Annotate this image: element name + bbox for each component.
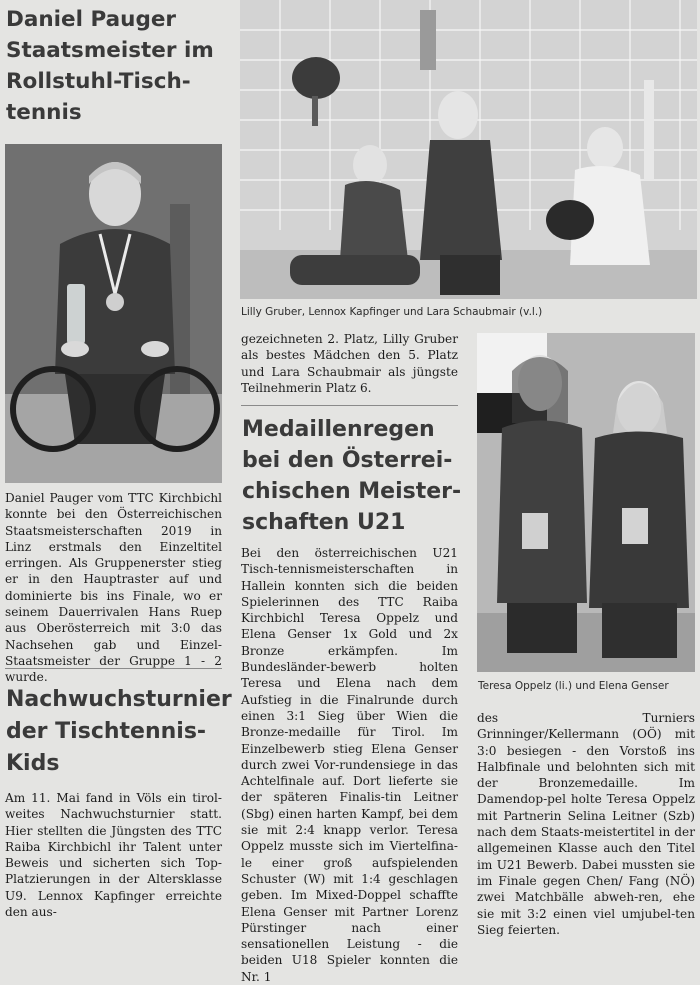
headline-line: Nachwuchsturnier — [6, 687, 232, 712]
headline-line: bei den Österrei- — [242, 448, 453, 473]
divider — [241, 405, 458, 406]
paragraph: Daniel Pauger vom TTC Kirchbichl konnte bei den Österreichischen Staatsmeisterschaften 2019 in Linz erstmals den Einzeltitel erringen. Als Gruppenerster stieg er in den Hauptraster auf und dominierte bis ins Finale, wo er seinem Dauerrivalen Hans Ruep aus Oberösterreich mit 3:0 das Nachsehen gab und Einzel-Staatsmeister der Gruppe 1 - 2 wurde. — [5, 491, 222, 685]
body-medaillen-mid — [241, 545, 458, 985]
body-medaillen-right — [477, 710, 695, 938]
headline-nachwuchsturnier — [6, 684, 232, 780]
headline-line: der Tischtennis- — [6, 719, 207, 744]
headline-line: schaften U21 — [242, 510, 406, 535]
photo-oppelz-genser — [477, 333, 695, 672]
photo-daniel-pauger — [5, 144, 222, 483]
paragraph: des Turniers Grinninger/Kellermann (OÖ) mit 3:0 besiegen - den Vorstoß ins Halbfinale und belohnten sich mit der Bronzemedaille. Im Damendop-pel holte Teresa Oppelz mit Partnerin Selina Leitner (Szb) nach dem Staats-meistertitel in der allgemeinen Klasse auch den Titel im U21 Bewerb. Dabei mussten sie im Finale gegen Chen/ Fang (NÖ) zwei Matchbälle abweh-ren, ehe sie mit 3:2 einen viel umjubel-ten Sieg feierten. — [477, 711, 695, 937]
headline-line: Staatsmeister im — [6, 38, 214, 63]
headline-medaillenregen — [242, 414, 461, 538]
headline-line: tennis — [6, 100, 82, 125]
paragraph: Bei den österreichischen U21 Tisch-tennismeisterschaften in Hallein konnten sich die beiden Spielerinnen des TTC Raiba Kirchbichl Teresa Oppelz und Elena Genser 1x Gold und 2x Bronze erkämpfen. Im Bundesländer-bewerb holten Teresa und Elena nach dem Aufstieg in die Finalrunde durch einen 3:1 Sieg über Wien die Bronze-medaille für Tirol. Im Einzelbewerb stieg Elena Genser durch zwei Vor-rundensiege in das Achtelfinale auf. Dort lieferte sie der späteren Finalis-tin Leitner (Sbg) einen harten Kampf, bei dem sie mit 2:4 knapp verlor. Teresa Oppelz musste sich im Viertelfina-le einer groß aufspielenden Schuster (W) mit 1:4 geschlagen geben. Im Mixed-Doppel schaffte Elena Genser mit Partner Lorenz Pürstinger nach einer sensationellen Leistung - die beiden U18 Spieler konnten die Nr. 1 — [241, 546, 458, 984]
paragraph: Am 11. Mai fand in Völs ein tirol-weites Nachwuchsturnier statt. Hier stellten die Jüngsten des TTC Raiba Kirchbichl ihr Talent unter Beweis und sicherten sich Top-Platzierungen in der Altersklasse U9. Lennox Kapfinger erreichte den aus- — [5, 791, 222, 920]
headline-line: Kids — [6, 751, 60, 776]
photo-kids — [240, 0, 697, 299]
headline-line: Rollstuhl-Tisch- — [6, 69, 191, 94]
body-daniel-pauger — [5, 490, 222, 686]
body-nachwuchs-mid — [241, 331, 458, 396]
caption-kids: Lilly Gruber, Lennox Kapfinger und Lara Schaubmair (v.l.) — [241, 306, 543, 318]
headline-daniel-pauger — [6, 4, 214, 128]
headline-line: Medaillenregen — [242, 417, 435, 442]
body-nachwuchs-left — [5, 790, 222, 920]
paragraph: gezeichneten 2. Platz, Lilly Gruber als bestes Mädchen den 5. Platz und Lara Schaubmair als jüngste Teilnehmerin Platz 6. — [241, 332, 458, 395]
divider — [5, 668, 222, 669]
caption-oppelz-genser: Teresa Oppelz (li.) und Elena Genser — [478, 680, 669, 692]
headline-line: chischen Meister- — [242, 479, 462, 504]
headline-line: Daniel Pauger — [6, 7, 177, 32]
